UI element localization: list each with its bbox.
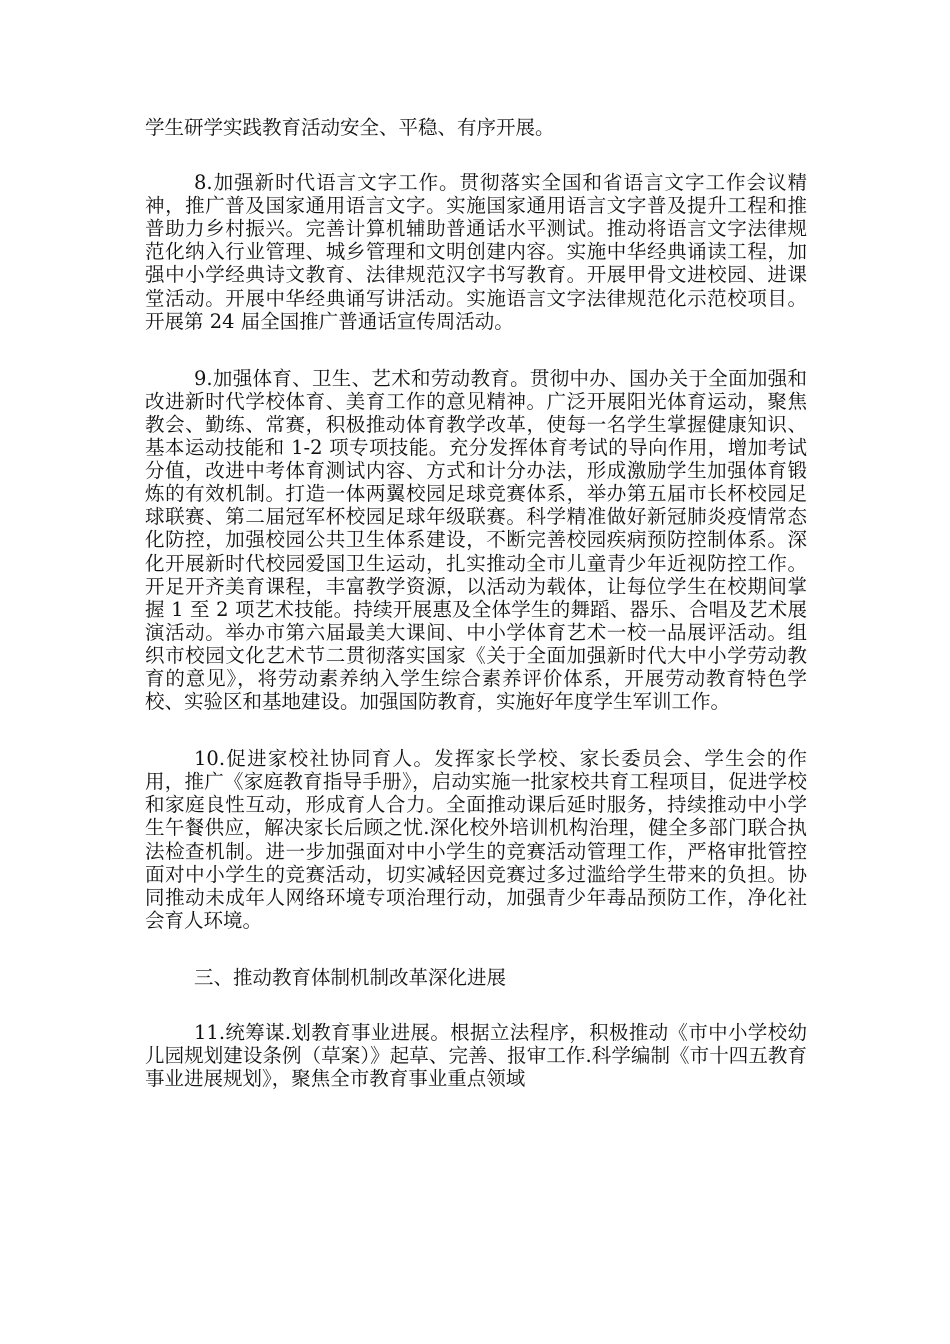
paragraph-item-11: 11.统筹谋.划教育事业进展。根据立法程序，积极推动《市中小学校幼儿园规划建设条例（草案）》起草、完善、报审工作.科学编制《市十四五教育事业进展规划》，聚焦全市教育事业重点领域 — [145, 1021, 807, 1091]
section-heading: 三、推动教育体制机制改革深化进展 — [194, 965, 507, 989]
paragraph-item-9: 9.加强体育、卫生、艺术和劳动教育。贯彻中办、国办关于全面加强和改进新时代学校体育、美育工作的意见精神。广泛开展阳光体育运动，聚焦教会、勤练、常赛，积极推动体育教学改革，使每一名学生掌握健康知识、基本运动技能和 1-2 项专项技能。充分发挥体育考试的导向作用，增加考试分值，改进中考体育测试内容、方式和计分办法，形成激励学生加强体育锻炼的有效机制。打造一体两翼校园足球竞赛体系，举办第五届市长杯校园足球联赛、第二届冠军杯校园足球年级联赛。科学精准做好新冠肺炎疫情常态化防控，加强校园公共卫生体系建设，不断完善校园疾病预防控制体系。深化开展新时代校园爱国卫生运动，扎实推动全市儿童青少年近视防控工作。开足开齐美育课程，丰富教学资源，以活动为载体，让每位学生在校期间掌握 1 至 2 项艺术技能。持续开展惠及全体学生的舞蹈、器乐、合唱及艺术展演活动。举办市第六届最美大课间、中小学体育艺术一校一品展评活动。组织市校园文化艺术节二贯彻落实国家《关于全面加强新时代大中小学劳动教育的意见》，将劳动素养纳入学生综合素养评价体系，开展劳动教育特色学校、实验区和基地建设。加强国防教育，实施好年度学生军训工作。 — [145, 366, 807, 714]
paragraph-continuation: 学生研学实践教育活动安全、平稳、有序开展。 — [145, 116, 555, 139]
paragraph-item-10: 10.促进家校社协同育人。发挥家长学校、家长委员会、学生会的作用，推广《家庭教育指导手册》，启动实施一批家校共育工程项目，促进学校和家庭良性互动，形成育人合力。全面推动课后延时服务，持续推动中小学生午餐供应，解决家长后顾之忧.深化校外培训机构治理，健全多部门联合执法检查机制。进一步加强面对中小学生的竞赛活动管理工作，严格审批管控面对中小学生的竞赛活动，切实减轻因竞赛过多过滥给学生带来的负担。协同推动未成年人网络环境专项治理行动，加强青少年毒品预防工作，净化社会育人环境。 — [145, 747, 807, 932]
document-page — [145, 116, 807, 1124]
paragraph-item-8: 8.加强新时代语言文字工作。贯彻落实全国和省语言文字工作会议精神，推广普及国家通用语言文字。实施国家通用语言文字普及提升工程和推普助力乡村振兴。完善计算机辅助普通话水平测试。推动将语言文字法律规范化纳入行业管理、城乡管理和文明创建内容。实施中华经典诵读工程，加强中小学经典诗文教育、法律规范汉字书写教育。开展甲骨文进校园、进课堂活动。开展中华经典诵写讲活动。实施语言文字法律规范化示范校项目。开展第 24 届全国推广普通话宣传周活动。 — [145, 171, 807, 333]
